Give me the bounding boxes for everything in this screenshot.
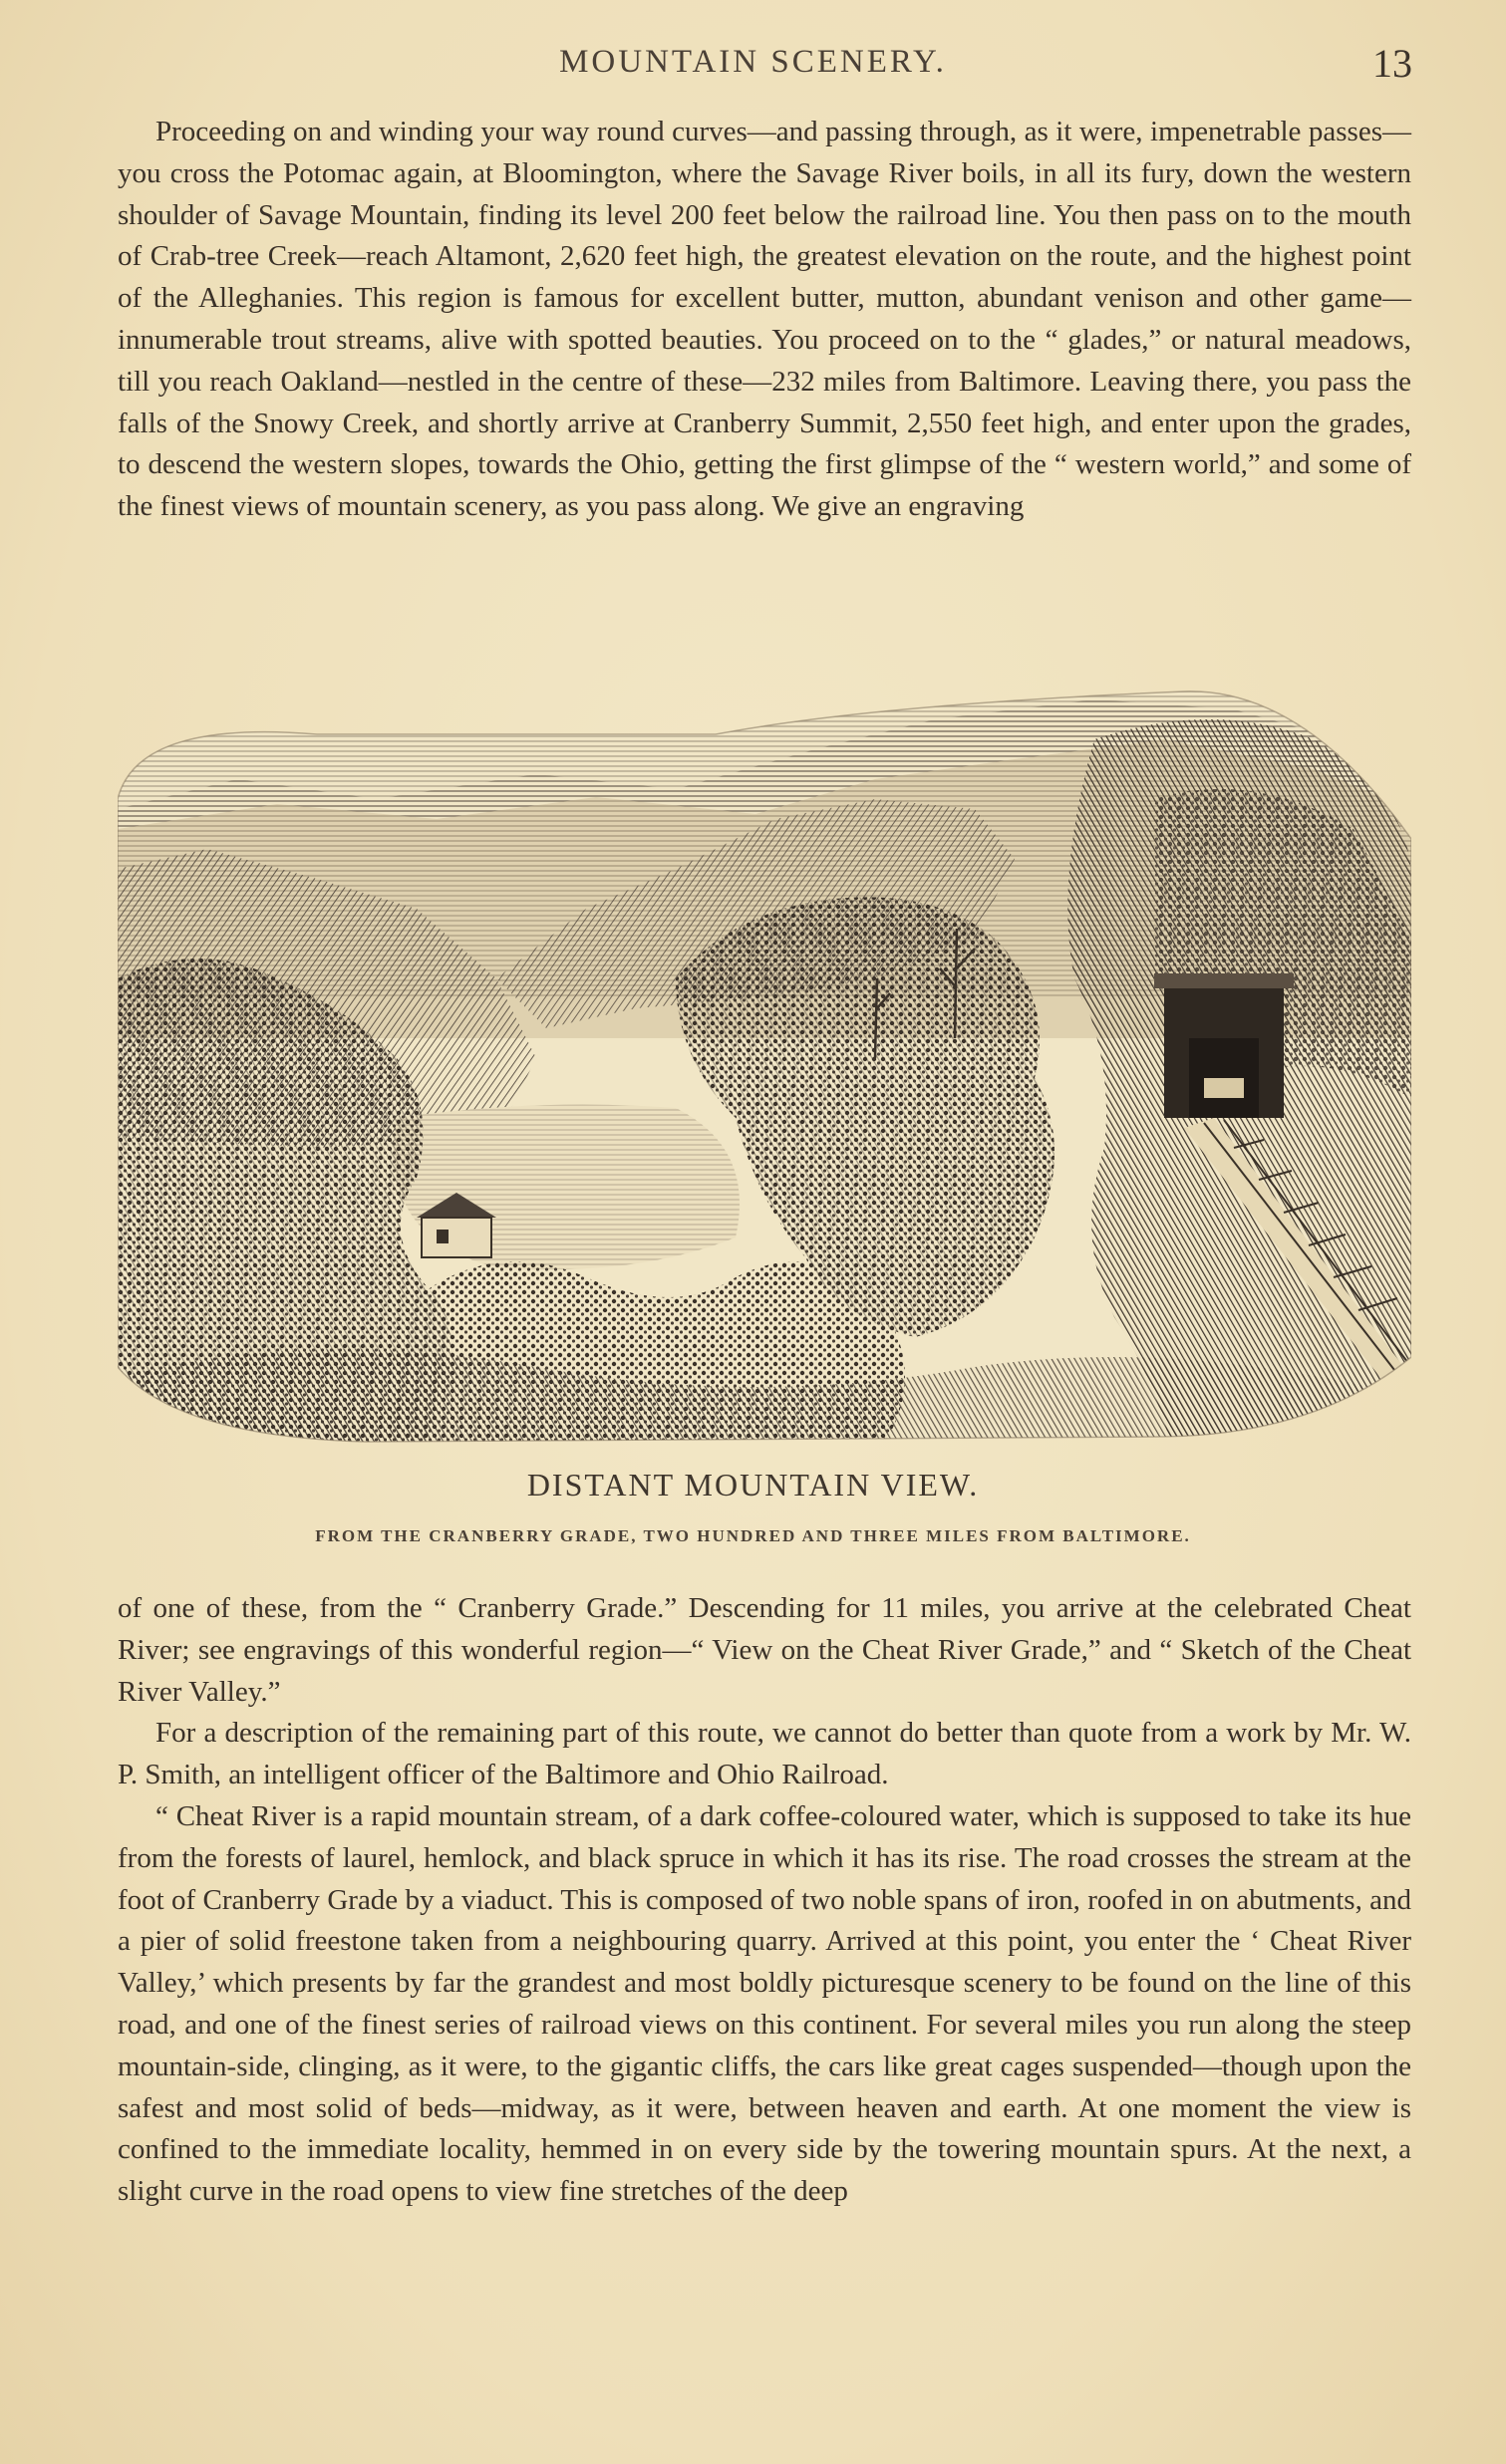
- page-number: 13: [1372, 41, 1412, 86]
- paragraph-description: For a description of the remaining part of this route, we cannot do better than quote from a work by Mr. W. P. Smith, an intelligent officer of the Baltimore and Ohio Railroad.: [118, 1717, 1411, 1791]
- figure-caption-title: DISTANT MOUNTAIN VIEW.: [526, 1467, 980, 1503]
- bottom-text-block: [118, 1588, 1411, 2213]
- top-text-block: [118, 112, 1411, 528]
- running-title: MOUNTAIN SCENERY.: [559, 44, 947, 80]
- figure-caption-subtitle: FROM THE CRANBERRY GRADE, TWO HUNDRED AND THREE MILES FROM BALTIMORE.: [315, 1526, 1191, 1545]
- engraving-illustration: [118, 680, 1411, 1457]
- paragraph-continuation: of one of these, from the “ Cranberry Grade.” Descending for 11 miles, you arrive at the celebrated Cheat River; see engravings of this wonderful region—“ View on the Cheat River Grade,” and “ Sketch of the Cheat River Valley.”: [118, 1592, 1411, 1708]
- engraving-distant-mountain-view: [118, 680, 1411, 1457]
- paragraph-quote: “ Cheat River is a rapid mountain stream, of a dark coffee-coloured water, which is supposed to take its hue from the forests of laurel, hemlock, and black spruce in which it has its rise. The road crosses the stream at the foot of Cranberry Grade by a viaduct. This is composed of two noble spans of iron, roofed in on abutments, and a pier of solid freestone taken from a neighbouring quarry. Arrived at this point, you enter the ‘ Cheat River Valley,’ which presents by far the grandest and most boldly picturesque scenery to be found on the line of this road, and one of the finest series of railroad views on this continent. For several miles you run along the steep mountain-side, clinging, as it were, to the gigantic cliffs, the cars like great cages suspended—though upon the safest and most solid of beds—midway, as it were, between heaven and earth. At one moment the view is confined to the immediate locality, hemmed in on every side by the towering mountain spurs. At the next, a slight curve in the road opens to view fine stretches of the deep: [118, 1799, 1411, 2208]
- paragraph-proceeding: Proceeding on and winding your way round curves—and passing through, as it were, impenetrable passes—you cross the Potomac again, at Bloomington, where the Savage River boils, in all its fury, down the western shoulder of Savage Mountain, finding its level 200 feet below the railroad line. You then pass on to the mouth of Crab-tree Creek—reach Altamont, 2,620 feet high, the greatest elevation on the route, and the highest point of the Alleghanies. This region is famous for excellent butter, mutton, abundant venison and other game—innumerable trout streams, alive with spotted beauties. You proceed on to the “ glades,” or natural meadows, till you reach Oakland—nestled in the centre of these—232 miles from Baltimore. Leaving there, you pass the falls of the Snowy Creek, and shortly arrive at Cranberry Summit, 2,550 feet high, and enter upon the grades, to descend the western slopes, towards the Ohio, getting the first glimpse of the “ western world,” and some of the finest views of mountain scenery, as you pass along. We give an engraving: [118, 116, 1411, 523]
- running-head: [0, 40, 1506, 90]
